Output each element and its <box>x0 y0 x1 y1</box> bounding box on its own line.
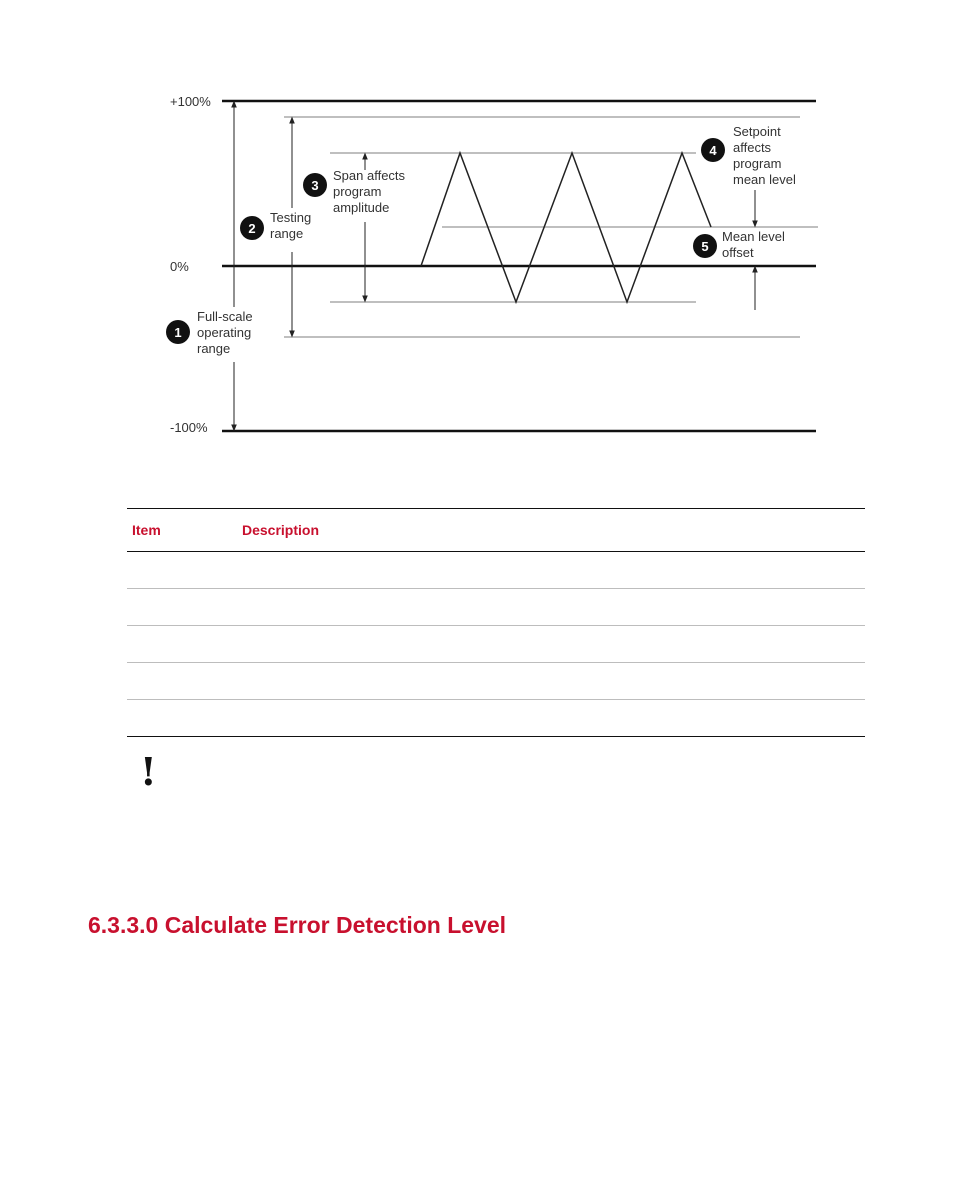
table-cell-item <box>127 552 237 589</box>
table-cell-item <box>127 626 237 663</box>
table-cell-item <box>127 589 237 626</box>
table-header-row <box>127 509 865 552</box>
table-row <box>127 552 865 589</box>
callout-number-5: 5 <box>701 239 709 254</box>
section-heading: 6.3.3.0 Calculate Error Detection Level <box>88 912 507 938</box>
callout-4 <box>701 124 796 187</box>
table-cell-description <box>237 626 865 663</box>
waveform-diagram <box>0 0 954 470</box>
header-item: Item <box>127 509 237 552</box>
table-cell-item <box>127 663 237 700</box>
warning-exclamation-icon: ! <box>140 749 157 794</box>
callout-1 <box>166 308 260 360</box>
axis-label-minus100: -100% <box>170 420 208 435</box>
item-description-table <box>127 508 865 737</box>
callout-number-2: 2 <box>248 221 256 236</box>
table-row <box>127 663 865 700</box>
table-row <box>127 589 865 626</box>
table-row <box>127 700 865 737</box>
callout-number-1: 1 <box>174 325 182 340</box>
callout-text-3: Span affects program amplitude <box>333 168 406 215</box>
table-cell-description <box>237 552 865 589</box>
axis-label-zero: 0% <box>170 259 189 274</box>
table-cell-description <box>237 700 865 737</box>
callout-2 <box>240 208 317 244</box>
table-row <box>127 626 865 663</box>
callout-text-5: Mean level offset <box>722 229 785 260</box>
callout-5 <box>693 229 793 261</box>
header-description: Description <box>237 509 865 552</box>
callout-number-3: 3 <box>311 178 319 193</box>
table-cell-description <box>237 589 865 626</box>
table-cell-description <box>237 663 865 700</box>
callout-number-4: 4 <box>709 143 717 158</box>
callout-text-2: Testing range <box>270 210 312 241</box>
axis-label-plus100: +100% <box>170 94 211 109</box>
callout-3 <box>303 168 409 220</box>
callout-text-4: Setpoint affects program mean level <box>733 124 796 187</box>
table-cell-item <box>127 700 237 737</box>
callout-text-1: Full-scale operating range <box>197 309 253 356</box>
